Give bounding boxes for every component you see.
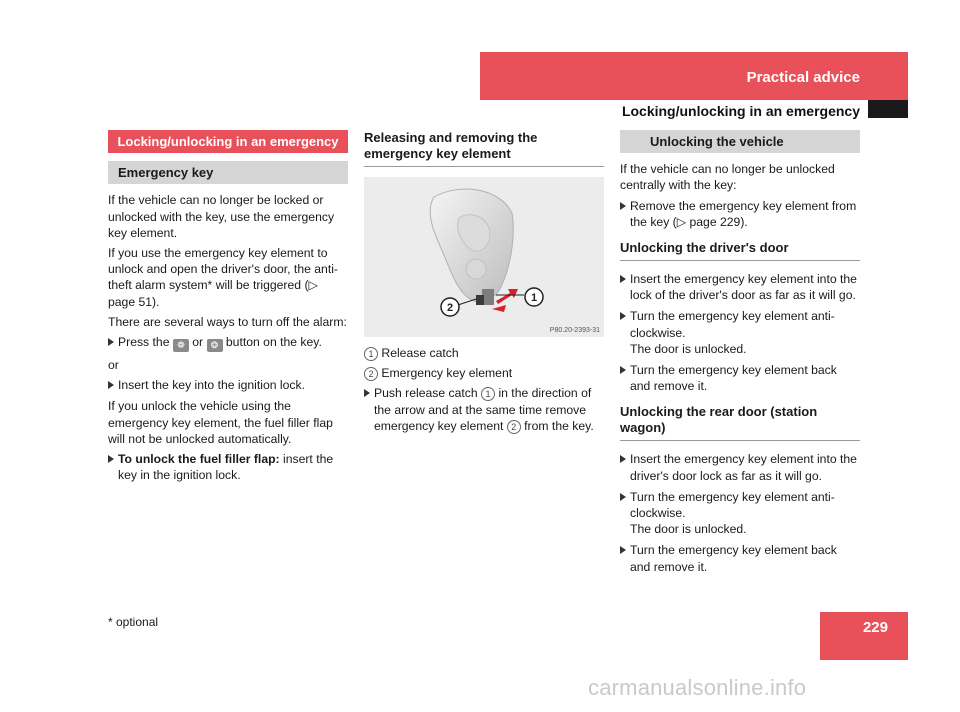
header-bar <box>480 52 908 100</box>
footnote: * optional <box>108 615 159 629</box>
arrow-bullet-icon <box>620 366 626 374</box>
section-title: Locking/unlocking in an emergency <box>108 130 348 153</box>
instruction-step: Turn the emergency key element anti-clockwise. The door is unlocked. <box>620 489 860 538</box>
column-1 <box>108 130 348 488</box>
paragraph: If the vehicle can no longer be locked or unlocked with the key, use the emergency key element. <box>108 193 335 240</box>
instruction-step: Turn the emergency key element back and remove it. <box>620 542 860 574</box>
paragraph: If the vehicle can no longer be unlocked centrally with the key: <box>620 162 835 193</box>
header-section: Practical advice <box>746 69 860 86</box>
callout-2-label: 2 <box>446 302 454 314</box>
arrow-bullet-icon <box>108 455 114 463</box>
arrow-bullet-icon <box>108 381 114 389</box>
page-number: 229 <box>862 619 888 636</box>
callout-1-label: 1 <box>530 292 538 304</box>
column-3 <box>620 130 860 580</box>
page-reference: (▷ page 51). <box>108 278 318 309</box>
page-number-box <box>820 612 908 660</box>
or-text: or <box>108 358 119 373</box>
legend-number: 2 <box>364 367 378 381</box>
column-2 <box>364 130 604 439</box>
paragraph: If you use the emergency key element to unlock and open the driver's door, the anti-theft alarm system* will be triggered (▷ page 51). <box>108 246 338 309</box>
instruction-step: Insert the emergency key element into the driver's door lock as far as it will go. <box>620 451 860 483</box>
arrow-bullet-icon <box>620 493 626 501</box>
arrow-bullet-icon <box>620 275 626 283</box>
subsection-unlocking-vehicle: Unlocking the vehicle <box>620 130 860 153</box>
legend-item: 1 Release catch <box>364 345 604 361</box>
instruction-step: Remove the emergency key element from the key (▷ page 229). <box>620 198 860 230</box>
paragraph: There are several ways to turn off the alarm: <box>108 314 347 329</box>
arrow-bullet-icon <box>620 202 626 210</box>
header-tab-marker <box>868 100 908 118</box>
ref-number: 2 <box>507 420 521 434</box>
arrow-bullet-icon <box>364 389 370 397</box>
instruction-step: To unlock the fuel filler flap: insert the key in the ignition lock. <box>108 451 348 483</box>
ref-number: 1 <box>481 387 495 401</box>
section-heading-rear-door: Unlocking the rear door (station wagon) <box>620 404 860 441</box>
instruction-step: Insert the key into the ignition lock. <box>108 377 348 393</box>
figure-code: P80.20-2393-31 <box>549 327 600 334</box>
arrow-bullet-icon <box>620 546 626 554</box>
arrow-bullet-icon <box>620 312 626 320</box>
instruction-step: Push release catch 1 in the direction of the arrow and at the same time remove emergency key element 2 from the key. <box>364 385 604 434</box>
instruction-step: Insert the emergency key element into the lock of the driver's door as far as it will go. <box>620 271 860 303</box>
legend-item: 2 Emergency key element <box>364 365 604 381</box>
key-figure <box>364 177 604 337</box>
arrow-bullet-icon <box>108 338 114 346</box>
arrow-bullet-icon <box>620 455 626 463</box>
watermark: carmanualsonline.info <box>588 675 807 700</box>
paragraph: If you unlock the vehicle using the emergency key element, the fuel filler flap will not be unlocked automatically. <box>108 399 333 446</box>
subsection-emergency-key: Emergency key <box>108 161 348 184</box>
instruction-step: Turn the emergency key element anti-clockwise. The door is unlocked. <box>620 308 860 357</box>
header-subtitle: Locking/unlocking in an emergency <box>621 103 860 119</box>
legend-number: 1 <box>364 347 378 361</box>
instruction-step: Turn the emergency key element back and remove it. <box>620 362 860 394</box>
section-heading-drivers-door: Unlocking the driver's door <box>620 240 860 261</box>
lock-button-icon: ❂ <box>207 339 223 352</box>
section-heading-releasing: Releasing and removing the emergency key element <box>364 130 604 167</box>
unlock-button-icon: ❁ <box>173 339 189 352</box>
instruction-step: Press the ❁ or ❂ button on the key. <box>108 334 348 352</box>
key-illustration <box>364 177 604 337</box>
